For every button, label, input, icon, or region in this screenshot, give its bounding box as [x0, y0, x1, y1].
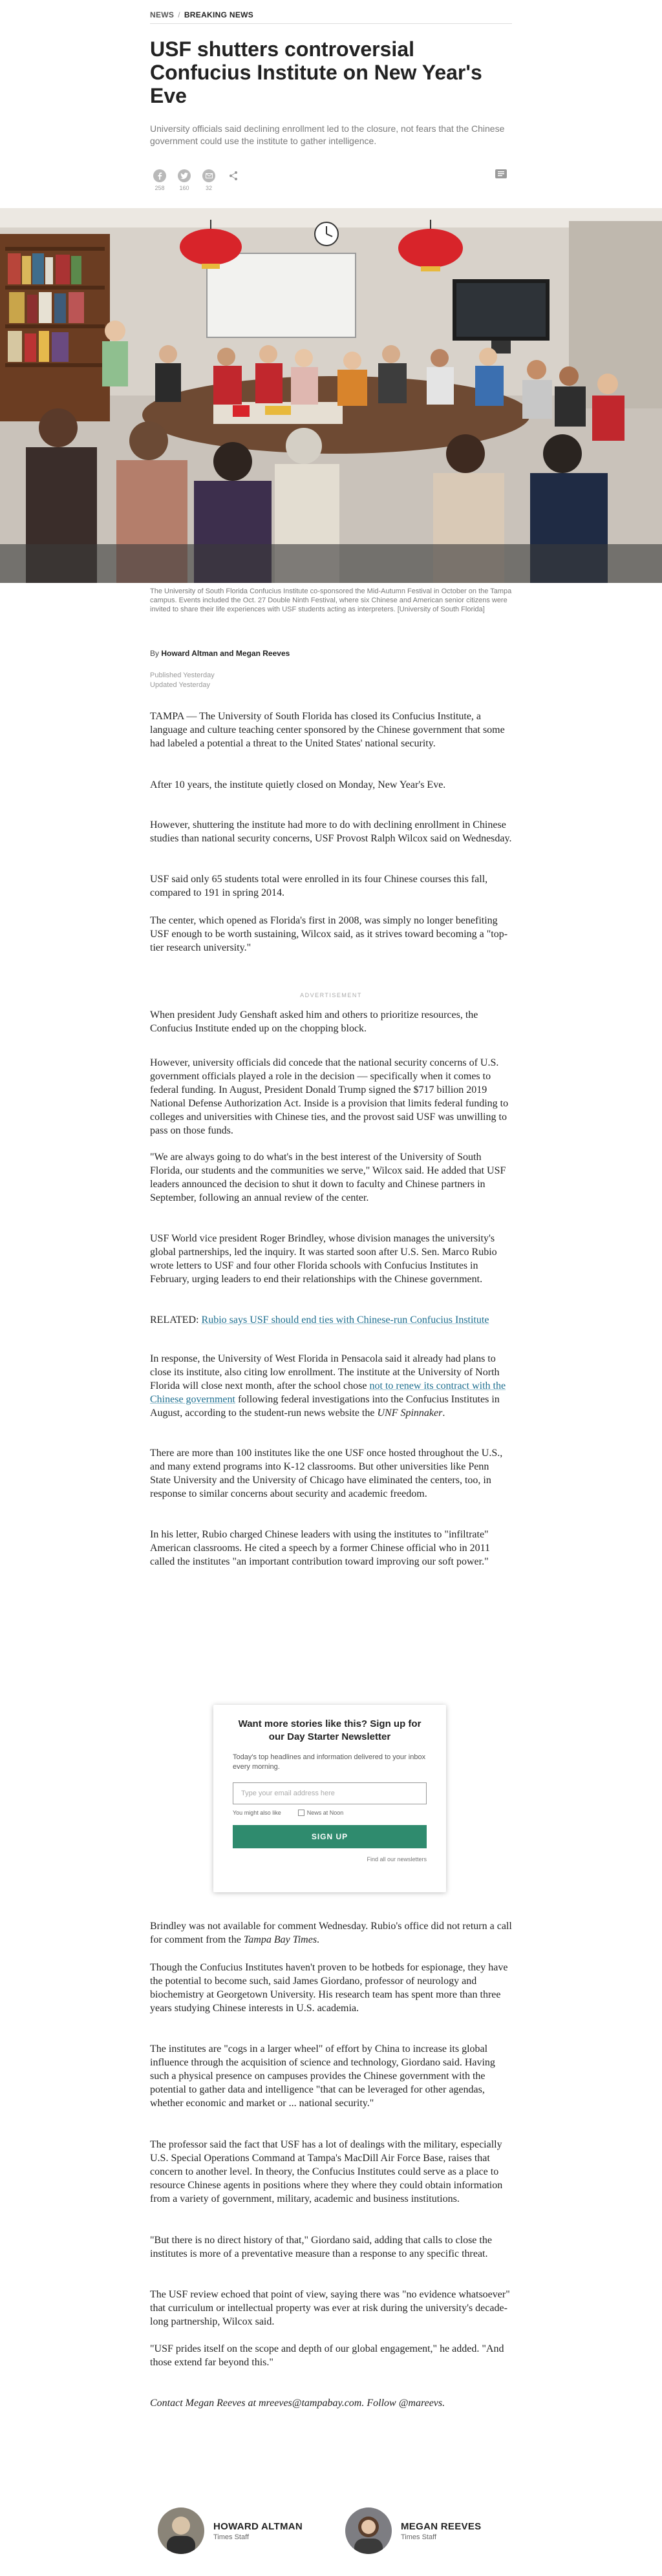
paragraph: USF World vice president Roger Brindley, whose division manages the university's global partnerships, led the inquiry. It was started soon after U.S. Sen. Marco Rubio wrote letters to USF and four other Florida schools with Confucius Institutes in February, urging leaders to end their relationships with the Chinese government.: [150, 1233, 497, 1285]
email-share-count: 32: [205, 185, 212, 191]
article-headline: USF shutters controversial Confucius Institute on New Year's Eve: [150, 37, 482, 107]
byline: [150, 649, 512, 658]
publish-dates: [150, 671, 512, 690]
email-share-button[interactable]: [199, 169, 219, 191]
related-article-link[interactable]: Rubio says USF should end ties with Chinese-run Confucius Institute: [201, 1314, 489, 1325]
paragraph: USF said only 65 students total were enrolled in its four Chinese courses this fall, compared to 191 in spring 2014.: [150, 874, 488, 898]
paragraph: [150, 1919, 512, 1947]
article-dek: University officials said declining enrollment led to the closure, not fears that the Chinese government could use the institute to gather intelligence.: [150, 123, 505, 146]
advertisement-label: ADVERTISEMENT: [300, 992, 362, 998]
newsletter-title: Want more stories like this? Sign up for our Day Starter Newsletter: [238, 1718, 422, 1742]
avatar: [158, 2507, 204, 2554]
paragraph-text: following federal investigations into the Confucius Institutes in August, according to the student-run news website the: [150, 1394, 500, 1419]
facebook-icon: [153, 169, 166, 182]
paragraph: There are more than 100 institutes like the one USF once hosted throughout the U.S., and many extend programs into K-12 classrooms. But other universities like Penn State University and the University of Chicago have eliminated the centers, too, in response to similar concerns about security and academic freedom.: [150, 1448, 503, 1499]
all-newsletters-link[interactable]: Find all our newsletters: [367, 1856, 427, 1863]
author-name: MEGAN REEVES: [401, 2520, 482, 2532]
paragraph: The institutes are "cogs in a larger wheel" of effort by China to increase its global influence through the acquisition of science and technology, Giordano said. Having such a physical presence on campuses provides the Chinese government with the potential to gather data and intelligence "that can be leveraged for other agendas, whether economic and market or ... national security.": [150, 2043, 495, 2109]
twitter-share-count: 160: [179, 185, 189, 191]
author-role: Times Staff: [213, 2533, 250, 2541]
paragraph: The professor said the fact that USF has a lot of dealings with the military, especially U.S. Special Operations Command at Tampa's MacDill Air Force Base, raises that concern to another level. In theory, the Confucius Institutes could serve as a place to resource Chinese agents in positions where they where they could obtain information from a variety of government, military, academic and business institutions.: [150, 2139, 503, 2204]
share-icon: [228, 171, 239, 181]
facebook-share-count: 258: [155, 185, 165, 191]
newsletter-signup: [213, 1705, 446, 1892]
hero-photo: [0, 208, 662, 583]
author-card[interactable]: [158, 2505, 303, 2557]
might-like-label: You might also like: [233, 1810, 281, 1816]
byline-authors[interactable]: Howard Altman and Megan Reeves: [161, 649, 290, 658]
paragraph: The USF review echoed that point of view, saying there was "no evidence whatsoever" that curriculum or intellectual property was ever at risk during the university's decade-long partnership, Wilcox said.: [150, 2289, 510, 2327]
paragraph: TAMPA — The University of South Florida has closed its Confucius Institute, a language and culture teaching center sponsored by the Chinese government that some had labeled a potential a threat to the United States' national security.: [150, 711, 505, 749]
more-share-button[interactable]: [224, 169, 243, 184]
breadcrumb-divider: [150, 23, 512, 24]
publication-name: UNF Spinnaker: [377, 1408, 443, 1419]
updated-date: Updated Yesterday: [150, 681, 210, 689]
hero-caption: The University of South Florida Confucius Institute co-sponsored the Mid-Autumn Festival in October on the Tampa campus. Events included the Oct. 27 Double Ninth Festival, where six Chinese and American senior citizens were invited to share their life experiences with USF students acting as interpreters. [University of South Florida]: [150, 587, 512, 613]
avatar: [345, 2507, 392, 2554]
paragraph: "We are always going to do what's in the best interest of the University of South Florida, our students and the communities we serve," Wilcox said. He added that USF leaders announced the decision to shut it down to faculty and Chinese partners in September, following an annual review of the center.: [150, 1152, 506, 1203]
related-link: [150, 1313, 512, 1327]
twitter-icon: [178, 169, 191, 182]
breadcrumb: [150, 10, 512, 19]
paragraph: However, university officials did concede that the national security concerns of U.S. government officials played a role in the decision — specifically when it comes to federal funding. In August, President Donald Trump signed the $717 billion 2019 National Defense Authorization Act. Inside is a provision that limits federal funding to colleges and universities with Chinese ties, and the provost said USF was unwilling to pass on those funds.: [150, 1057, 509, 1136]
publication-name: Tampa Bay Times: [243, 1934, 317, 1945]
paragraph-text: .: [317, 1934, 320, 1945]
twitter-share-button[interactable]: [175, 169, 194, 191]
unf-contract-link[interactable]: not to renew its contract with the Chinese government: [150, 1380, 506, 1405]
byline-prefix: By: [150, 649, 160, 658]
published-date: Published Yesterday: [150, 671, 215, 679]
paragraph: "But there is no direct history of that," Giordano said, adding that calls to close the institutes is more of a preventative measure than a response to any specific threat.: [150, 2235, 492, 2259]
paragraph: When president Judy Genshaft asked him and others to prioritize resources, the Confucius Institute ended up on the chopping block.: [150, 1009, 478, 1034]
comments-icon[interactable]: [495, 169, 507, 178]
newsletter-options: [233, 1810, 427, 1816]
paragraph-text: In response, the University of West Florida in Pensacola said it already had plans to close its institute, also citing low enrollment. The institute at the University of North Florida will close next month, after the school chose: [150, 1353, 500, 1391]
facebook-share-button[interactable]: [150, 169, 169, 191]
paragraph: However, shuttering the institute had more to do with declining enrollment in Chinese studies than national security concerns, USF Provost Ralph Wilcox said on Wednesday.: [150, 819, 512, 844]
newsletter-description: Today's top headlines and information delivered to your inbox every morning.: [233, 1753, 426, 1771]
newsletter-email-input[interactable]: Type your email address here: [233, 1782, 427, 1804]
paragraph: In his letter, Rubio charged Chinese leaders with using the institutes to "infiltrate" American classrooms. He cited a speech by a former Chinese official who in 2011 called the institutes "an important contribution toward improving our soft power.": [150, 1529, 491, 1567]
breadcrumb-current[interactable]: BREAKING NEWS: [184, 10, 254, 19]
author-role: Times Staff: [401, 2533, 437, 2541]
news-at-noon-checkbox[interactable]: [298, 1810, 304, 1816]
paragraph-text: Brindley was not available for comment Wednesday. Rubio's office did not return a call for comment from the: [150, 1921, 512, 1945]
paragraph-text: .: [442, 1408, 445, 1419]
contact-line: Contact Megan Reeves at mreeves@tampabay.com. Follow @mareevs.: [150, 2398, 445, 2409]
signup-button[interactable]: SIGN UP: [233, 1825, 427, 1848]
paragraph: The center, which opened as Florida's first in 2008, was simply no longer benefiting USF enough to be worth sustaining, Wilcox said, as it strives toward becoming a "top-tier research university.": [150, 915, 508, 953]
paragraph: [150, 1352, 512, 1420]
related-label: RELATED:: [150, 1314, 199, 1325]
paragraph: After 10 years, the institute quietly closed on Monday, New Year's Eve.: [150, 779, 446, 790]
author-name: HOWARD ALTMAN: [213, 2520, 303, 2532]
paragraph: "USF prides itself on the scope and depth of our global engagement," he added. "And those extend far beyond this.": [150, 2343, 504, 2368]
paragraph: Though the Confucius Institutes haven't proven to be hotbeds for espionage, they have the potential to become such, said James Giordano, professor of neurology and biochemistry at Georgetown University. His research team has spent more than three years studying Chinese interests in U.S. academia.: [150, 1962, 508, 2014]
breadcrumb-news[interactable]: NEWS: [150, 10, 175, 19]
author-card[interactable]: [345, 2505, 481, 2557]
email-icon: [202, 169, 215, 182]
share-bar: [150, 169, 512, 195]
breadcrumb-separator: /: [178, 10, 180, 19]
news-at-noon-label: News at Noon: [306, 1810, 344, 1816]
